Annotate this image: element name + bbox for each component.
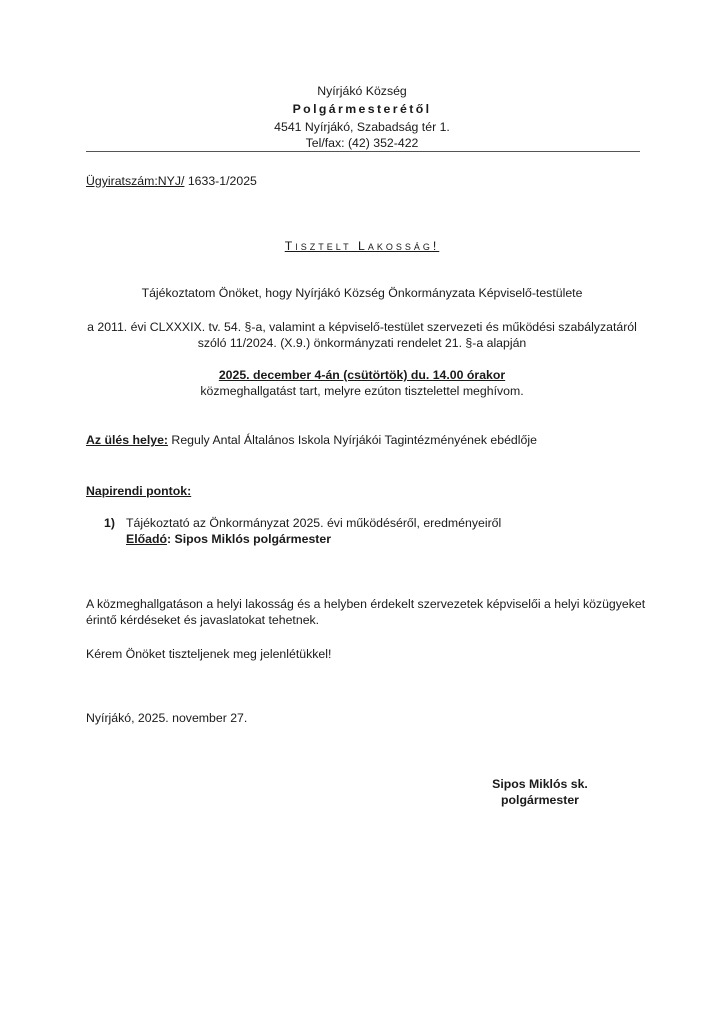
reference-number [86,173,257,189]
agenda-item-number: 1) [104,516,115,530]
header-divider [86,151,640,152]
reference-label: Ügyiratszám:NYJ/ [86,174,185,188]
agenda-item-presenter [126,531,331,547]
presenter-name: : Sipos Miklós polgármester [167,532,331,546]
signature-title: polgármester [501,793,579,807]
venue-label: Az ülés helye: [86,433,169,447]
header-telfax: Tel/fax: (42) 352-422 [305,136,419,150]
venue [86,432,537,448]
presenter-label: Előadó [126,532,167,546]
agenda-item-text: Tájékoztató az Önkormányzat 2025. évi működéséről, eredményeiről [126,516,502,530]
header-municipality: Nyírjákó Község [317,84,407,98]
intro-text: Tájékoztatom Önöket, hogy Nyírjákó Község Önkormányzata Képviselő-testülete [141,286,583,300]
reference-value: 1633-1/2025 [184,174,257,188]
invitation-text: közmeghallgatást tart, melyre ezúton tisztelettel meghívom. [200,384,524,398]
venue-text: Reguly Antal Általános Iskola Nyírjákói Tagintézményének ebédlője [168,433,537,447]
signature-name: Sipos Miklós sk. [492,777,588,791]
legal-basis-line-2: szóló 11/2024. (X.9.) önkormányzati rendelet 21. §-a alapján [197,336,527,350]
agenda-title: Napirendi pontok: [86,484,192,498]
closing-paragraph-line-1: A közmeghallgatáson a helyi lakosság és a helyben érdekelt szervezetek képviselői a helyi közügyeket [86,597,646,611]
closing-paragraph-line-2: érintő kérdéseket és javaslatokat tehetnek. [86,613,320,627]
legal-basis-line-1: a 2011. évi CLXXXIX. tv. 54. §-a, valamint a képviselő-testület szervezeti és működési szabályzatáról [87,320,637,334]
header-address: 4541 Nyírjákó, Szabadság tér 1. [274,120,450,134]
closing-request: Kérem Önöket tiszteljenek meg jelenlétükkel! [86,647,332,661]
header-office: Polgármesterétől [292,102,432,116]
place-and-date: Nyírjákó, 2025. november 27. [86,711,248,725]
salutation: Tisztelt Lakosság! [284,239,440,253]
meeting-date-time: 2025. december 4-án (csütörtök) du. 14.00 órakor [218,368,506,382]
